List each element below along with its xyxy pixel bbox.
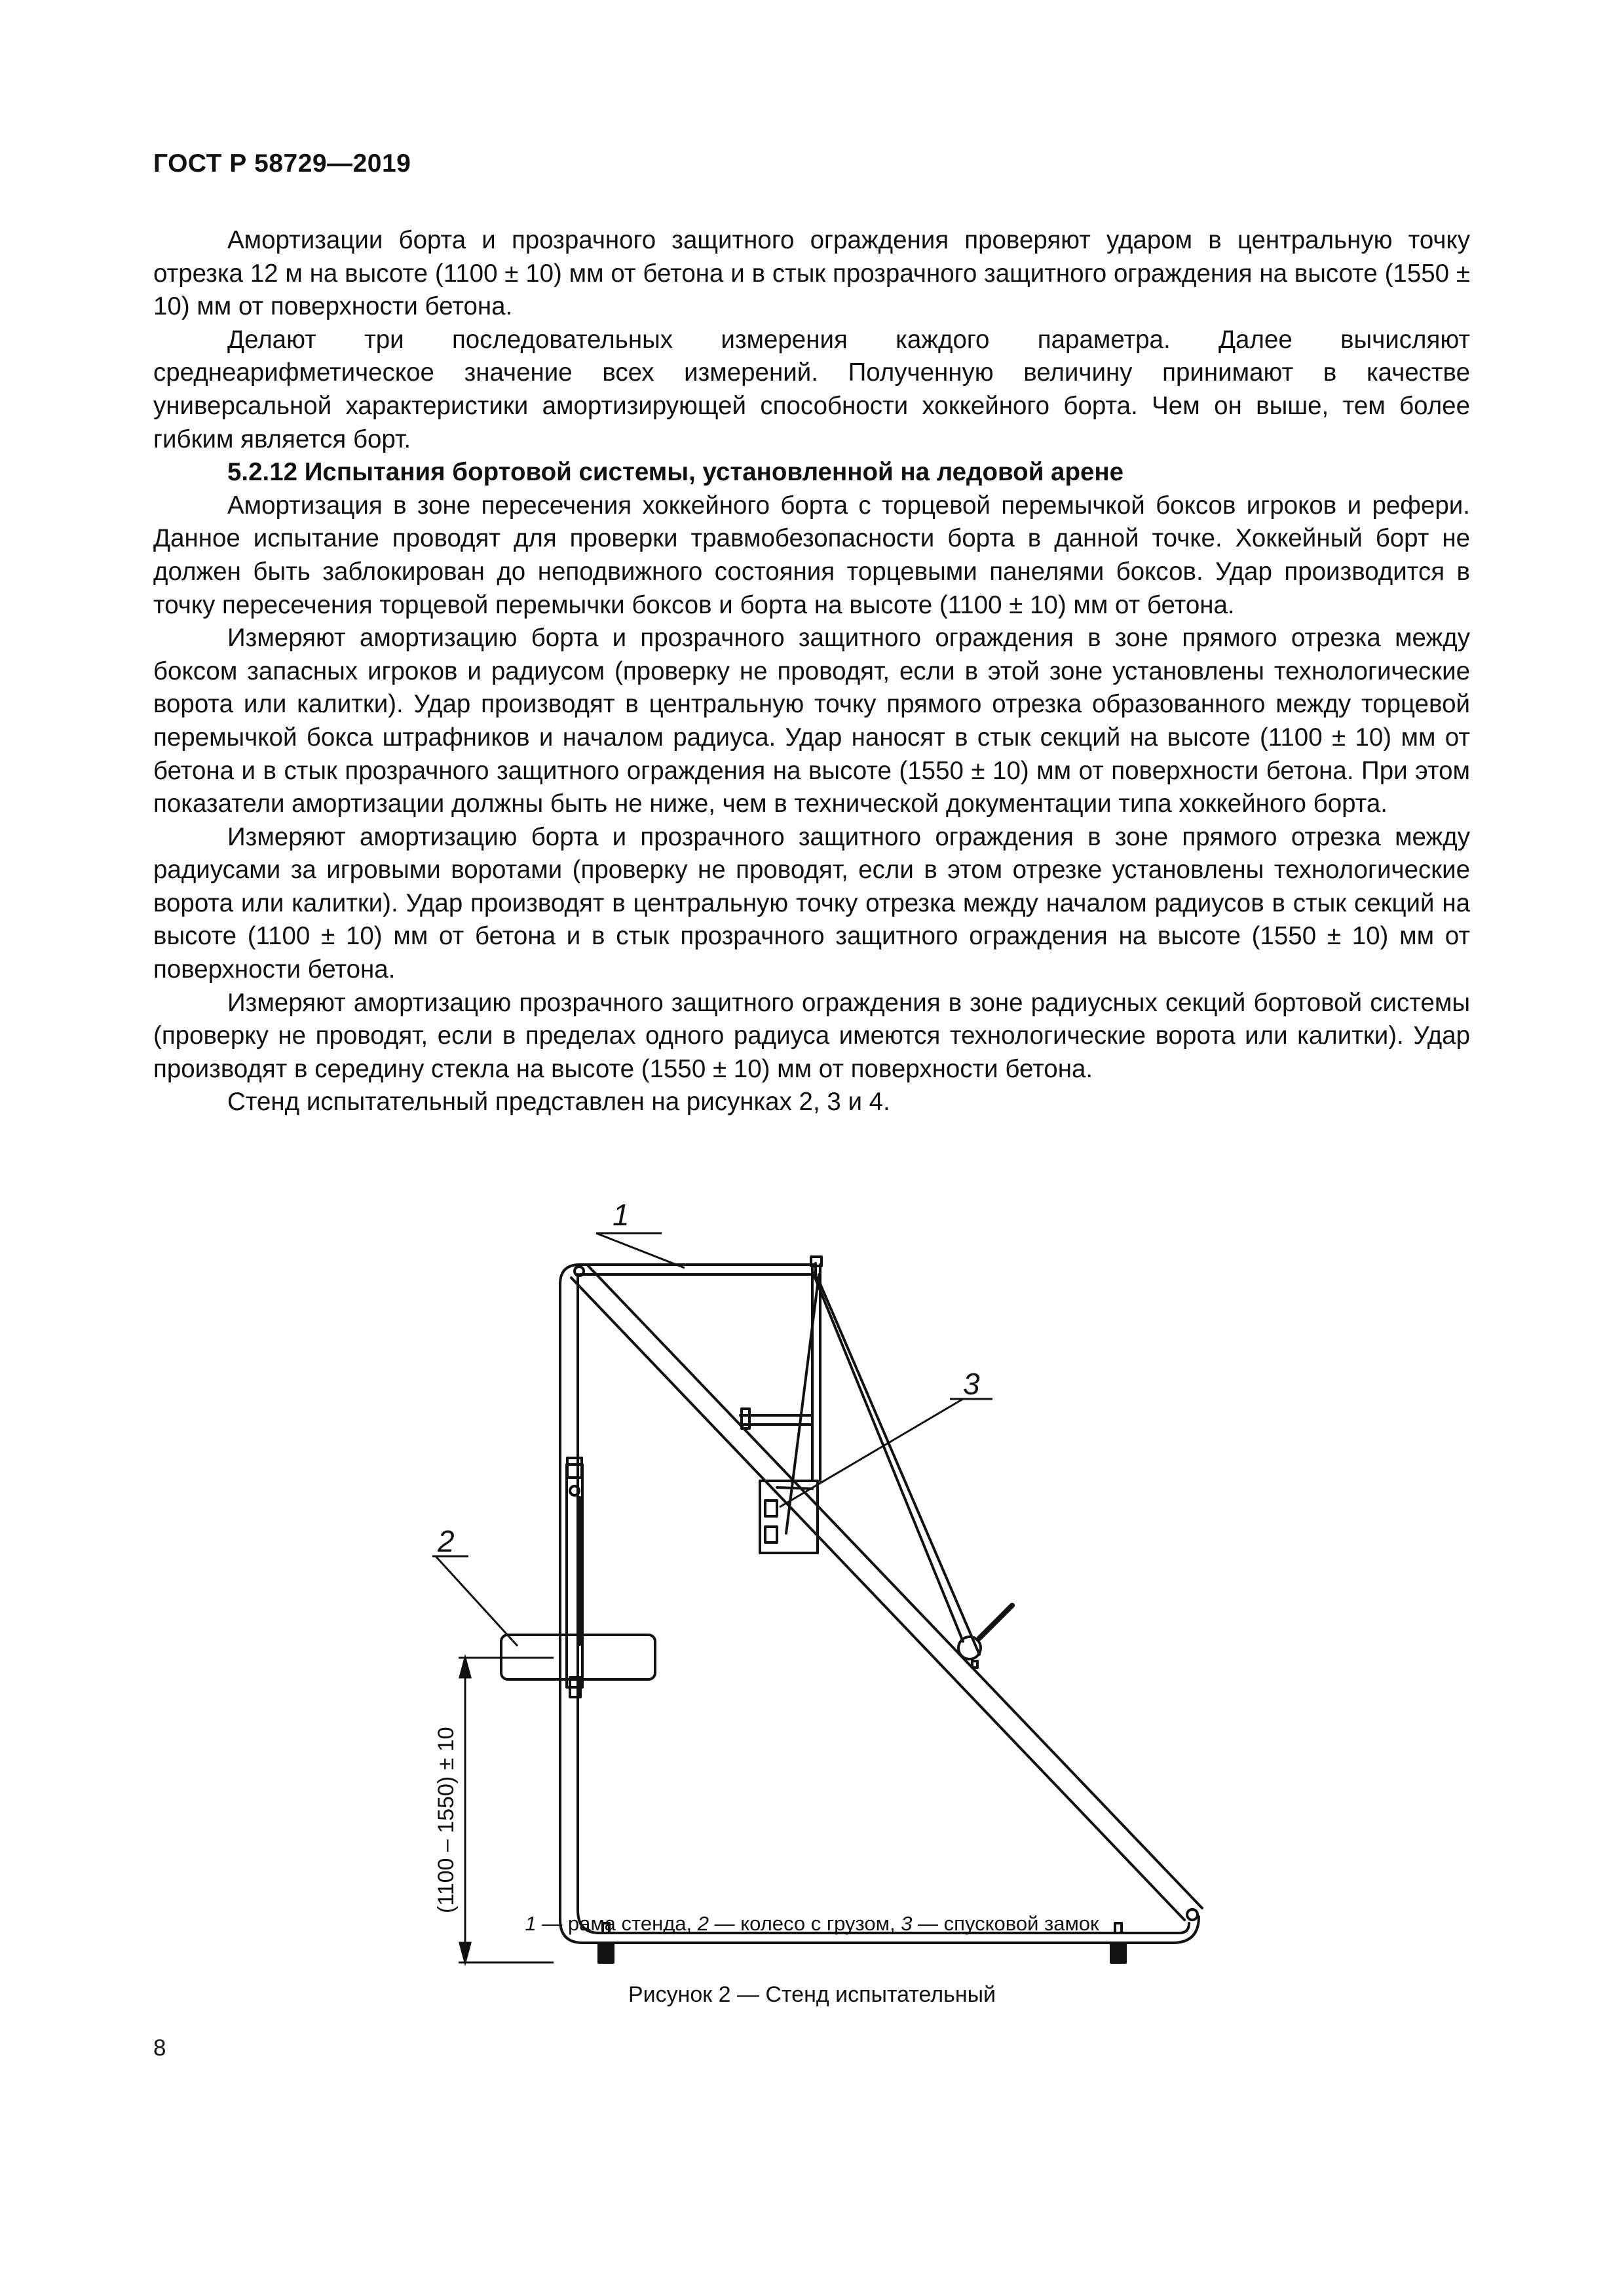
figure-legend [0, 1912, 1624, 1936]
frame-inner-post [811, 1257, 821, 1481]
release-mechanism-bracket [740, 1409, 818, 1553]
legend-text: — колесо с грузом, [709, 1912, 901, 1935]
callout-1-label: 1 [613, 1198, 630, 1232]
callout-3-label: 3 [963, 1367, 980, 1401]
frame-diagonal-brace [571, 1266, 1202, 1920]
legend-num: 3 [901, 1912, 913, 1935]
wheel-with-load [501, 1458, 655, 1697]
callout-2-leader [436, 1556, 518, 1646]
callout-2-label: 2 [438, 1524, 455, 1558]
frame-left-post [578, 1274, 599, 1933]
legend-num: 1 [525, 1912, 537, 1935]
dimension-label: (1100 – 1550) ± 10 [434, 1727, 459, 1913]
pendulum-arm [786, 1271, 1012, 1668]
legend-text: — спусковой замок [912, 1912, 1099, 1935]
paragraph: Измеряют амортизацию прозрачного защитного ограждения в зоне радиусных секций бортовой системы (проверку не проводят, если в пределах одного радиуса имеются технологические ворота или калитки). Удар производят в середину стекла на высоте (1550 ± 10) мм от поверхности бетона. [153, 988, 1470, 1083]
document-header: ГОСТ Р 58729—2019 [153, 149, 411, 178]
paragraph: Измеряют амортизацию борта и прозрачного защитного ограждения в зоне прямого отрезка между радиусами за игровыми воротами (проверку не проводят, если в этом отрезке установлены технологические ворота или калитки). Удар производят в центральную точку отрезка между началом радиусов в стык секций на высоте (1100 ± 10) мм от бетона и в стык прозрачного защитного ограждения на высоте (1550 ± 10) мм от поверхности бетона. [153, 822, 1470, 984]
section-heading: 5.2.12 Испытания бортовой системы, установленной на ледовой арене [227, 458, 1124, 487]
paragraph: Амортизация в зоне пересечения хоккейного борта с торцевой перемычкой боксов игроков и рефери. Данное испытание проводят для проверки травмобезопасности борта в данной точке. Хоккейный борт не должен быть заблокирован до неподвижного состояния торцевыми панелями боксов. Удар производится в точку пересечения торцевой перемычки боксов и борта на высоте (1100 ± 10) мм от бетона. [153, 491, 1470, 619]
paragraph: Измеряют амортизацию борта и прозрачного защитного ограждения в зоне прямого отрезка между боксом запасных игроков и радиусом (проверку не проводят, если в этой зоне установлены технологические ворота или калитки). Удар производят в центральную точку прямого отрезка образованного между торцевой перемычкой бокса штрафников и началом радиуса. Удар наносят в стык секций на высоте (1100 ± 10) мм от бетона и в стык прозрачного защитного ограждения на высоте (1550 ± 10) мм от поверхности бетона. При этом показатели амортизации должны быть не ниже, чем в технической документации типа хоккейного борта. [153, 624, 1470, 818]
legend-num: 2 [697, 1912, 709, 1935]
pendulum-weight [958, 1637, 981, 1659]
paragraph: Делают три последовательных измерения каждого параметра. Далее вычисляют среднеарифметическое значение всех измерений. Полученную величину принимают в качестве универсальной характеристики амортизирующей способности хоккейного борта. Чем он выше, тем более гибким является борт. [153, 325, 1470, 453]
figure-caption: Рисунок 2 — Стенд испытательный [628, 1982, 996, 2007]
callout-3-leader [780, 1399, 963, 1507]
callout-1-leader [596, 1233, 685, 1268]
page-number: 8 [153, 2035, 166, 2061]
paragraph: Стенд испытательный представлен на рисунках 2, 3 и 4. [227, 1088, 890, 1117]
legend-text: — рама стенда, [536, 1912, 698, 1935]
body-text [153, 224, 1470, 1119]
paragraph: Амортизации борта и прозрачного защитного ограждения проверяют ударом в центральную точку отрезка 12 м на высоте (1100 ± 10) мм от бетона и в стык прозрачного защитного ограждения на высоте (1550 ± 10) мм от поверхности бетона. [153, 226, 1470, 321]
frame-top-bar [580, 1263, 816, 1276]
